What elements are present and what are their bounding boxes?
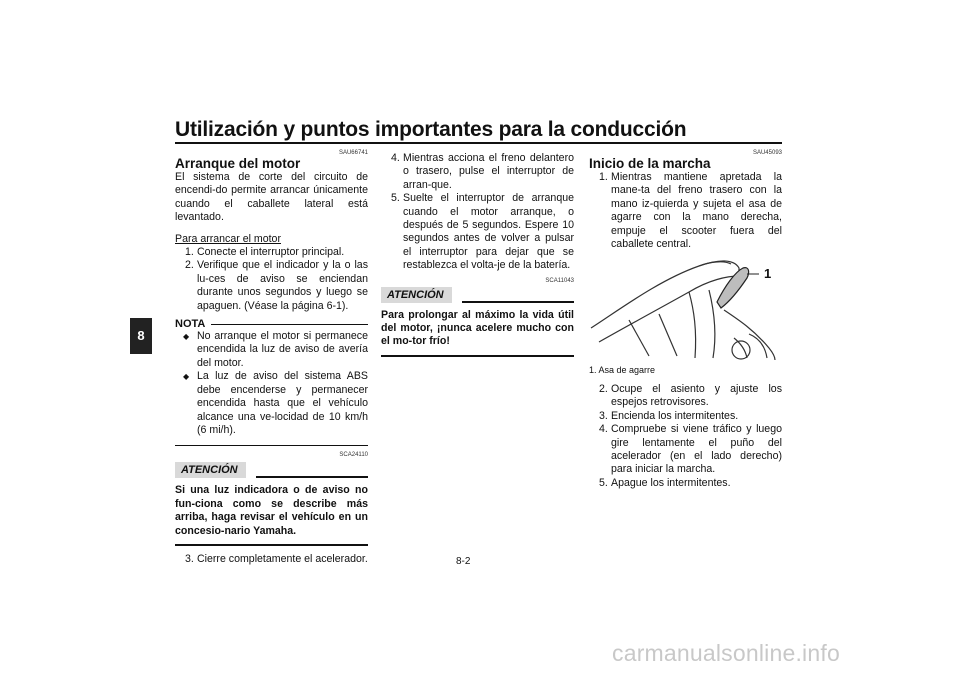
item-text: Suelte el interruptor de arranque cuando el motor arranque, o después de 5 segundos. Espere 10 segundos antes de volver a pulsar el interruptor para dejar que se restablezca el volta-je de la batería. (403, 192, 574, 272)
atencion-header (381, 287, 574, 303)
atencion-rule (256, 476, 368, 478)
item-number: 4. (391, 152, 400, 164)
column-1 (175, 150, 368, 566)
figure-caption: 1. Asa de agarre (589, 365, 656, 375)
nota-rule (211, 324, 368, 325)
scooter-rear-illustration (589, 250, 782, 362)
item-text: Ocupe el asiento y ajuste los espejos retrovisores. (611, 383, 782, 409)
intro-paragraph: El sistema de corte del circuito de encendi-do permite arrancar únicamente cuando el caballete lateral está levantado. (175, 171, 368, 224)
item-number: 5. (599, 476, 608, 489)
item-number: 2. (599, 383, 608, 395)
column-3-lower (589, 365, 782, 490)
item-text: Conecte el interruptor principal. (197, 246, 345, 259)
item-text: Cierre completamente el acelerador. (197, 552, 368, 565)
atencion-rule (462, 301, 574, 303)
list-item (381, 192, 574, 272)
nota-label: NOTA (175, 318, 206, 331)
warning-code: SCA11043 (545, 277, 574, 284)
header-rule (175, 142, 782, 144)
grab-bar-figure (589, 250, 782, 362)
nota-header (175, 318, 368, 330)
list-item (589, 383, 782, 410)
item-number: 3. (185, 552, 194, 565)
section-heading: Arranque del motor (175, 156, 301, 171)
atencion-header (175, 462, 368, 478)
list-item (175, 246, 368, 259)
item-number: 2. (185, 259, 194, 272)
list-item (381, 152, 574, 192)
chapter-tab: 8 (130, 318, 152, 354)
list-item (589, 423, 782, 477)
item-text: Verifique que el indicador y la o las lu-ces de aviso se enciendan durante unos segundos y luego se apaguen. (Véase la página 6-1). (197, 259, 368, 312)
list-item (589, 171, 782, 251)
item-number: 5. (391, 192, 400, 205)
nota-item: ◆ No arranque el motor si permanece encendida la luz de aviso de avería del motor. (175, 330, 368, 370)
item-text: Compruebe si viene tráfico y luego gire lentamente el puño del acelerador (en el lado derecho) para iniciar la marcha. (611, 423, 782, 476)
item-number: 1. (185, 246, 194, 259)
nota-item: ◆ La luz de aviso del sistema ABS debe encenderse y permanecer encendida hasta que el vehículo alcance una ve-locidad de 10 km/h (6 mi/h). (175, 370, 368, 437)
atencion-label: ATENCIÓN (175, 462, 246, 478)
list-item (175, 553, 368, 566)
section-heading: Inicio de la marcha (589, 156, 711, 171)
section-code: SAU66741 (338, 150, 368, 156)
item-text: Apague los intermitentes. (611, 476, 731, 489)
item-number: 4. (599, 423, 608, 436)
list-item (175, 259, 368, 313)
item-text: Mientras mantiene apretada la mane-ta del freno trasero con la mano iz-quierda y sujeta el asa de agarre con la mano derecha, empuje el scooter fuera del caballete central. (611, 171, 782, 251)
item-text: Mientras acciona el freno delantero o trasero, pulse el interruptor de arran-que. (403, 152, 574, 191)
column-3 (589, 150, 782, 251)
list-item (589, 477, 782, 490)
atencion-end-rule (175, 544, 368, 546)
atencion-end-rule (381, 355, 574, 357)
nota-end-rule (175, 445, 368, 446)
list-item (589, 410, 782, 423)
watermark: carmanualsonline.info (612, 640, 840, 666)
item-number: 3. (599, 409, 608, 422)
grab-bar-shape (717, 268, 749, 308)
atencion-text: Para prolongar al máximo la vida útil del motor, ¡nunca acelere mucho con el mo-tor frío! (381, 308, 574, 348)
figure-callout: 1 (764, 266, 772, 281)
page-number: 8-2 (456, 556, 471, 567)
item-number: 1. (599, 171, 608, 183)
page-title: Utilización y puntos importantes para la conducción (175, 118, 687, 141)
item-text: Encienda los intermitentes. (611, 409, 739, 422)
section-code: SAU45093 (752, 150, 782, 156)
column-2 (381, 152, 574, 357)
subheading: Para arrancar el motor (175, 232, 281, 245)
atencion-text: Si una luz indicadora o de aviso no fun-ciona como se describe más arriba, haga revisar el vehículo en un concesio-nario Yamaha. (175, 484, 368, 537)
warning-code: SCA24110 (339, 452, 368, 459)
atencion-label: ATENCIÓN (381, 287, 452, 303)
